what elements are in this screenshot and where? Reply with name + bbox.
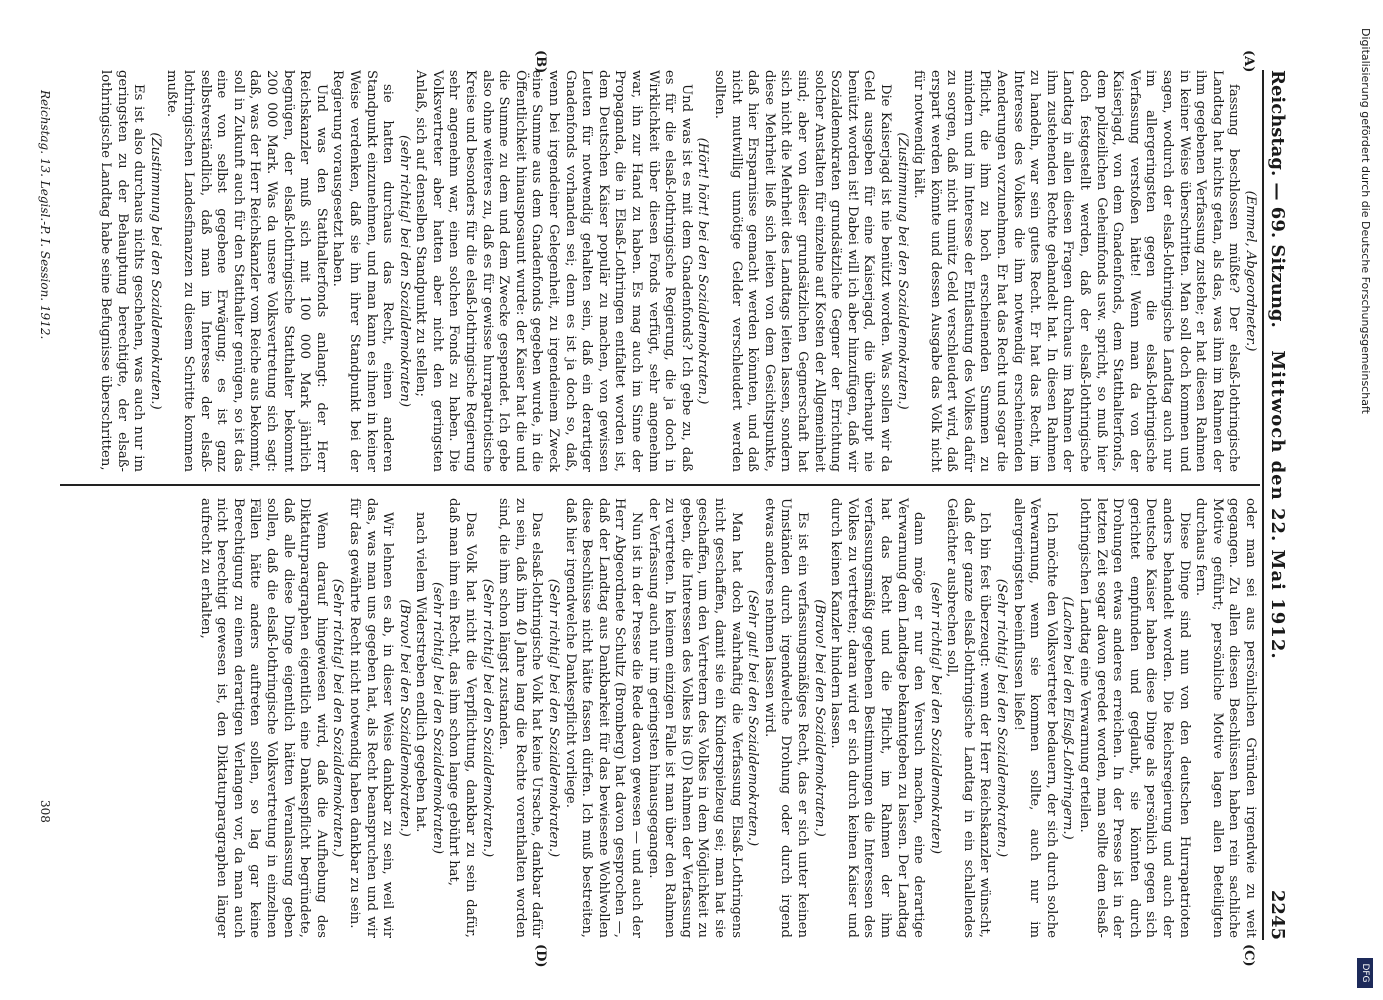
header-left: Reichstag. — 69. Sitzung. xyxy=(1267,70,1288,328)
page-header xyxy=(1262,70,1290,940)
footer-sheet-number: 308 xyxy=(38,800,52,823)
right-column-interjection: (sehr richtig! bei den Sozialdemokraten) xyxy=(927,582,943,854)
page-number: 2245 xyxy=(1267,889,1288,940)
right-column-interjection: (Lachen bei den Elsaß-Lothringern.) xyxy=(1060,596,1076,840)
left-column-interjection: (Emmel, Abgeordneter.) xyxy=(1243,190,1258,352)
left-column-paragraph: Es ist also durchaus nichts geschehen, was auch nur im geringsten zu der Behauptung berechtigte, der elsaß-lothringische Landtag habe seine Befugnisse überschritten, xyxy=(98,70,147,472)
right-column-interjection: (Sehr richtig! bei den Sozialdemokraten.) xyxy=(479,578,495,858)
right-column-paragraph: Wir lehnen es ab, in dieser Weise dankbar zu sein, weil wir das, was man uns gegeben hat, als Recht beanspruchen und wir für das gewährte Recht nicht notwendig haben dankbar zu sein. xyxy=(346,498,396,938)
right-column-interjection: (Bravo! bei den Sozialdemokraten.) xyxy=(811,599,827,837)
left-column-paragraph: sie hatten durchaus das Recht, einen anderen Standpunkt einzunehmen, und man kann es ihnen in keiner Weise verdenken, daß sie ihn ihrer Standpunkt bei der Regierung vorausgesetzt haben. xyxy=(330,70,396,472)
right-column-interjection: (Sehr richtig! bei den Sozialdemokraten.) xyxy=(330,578,346,858)
left-column-interjection: (Zustimmung bei den Sozialdemokraten.) xyxy=(147,132,163,410)
margin-letter-b: (B) xyxy=(533,50,548,74)
right-column-paragraph: oder man sei aus persönlichen Gründen irgendwie zu weit gegangen. Zu allen diesen Beschlüssen haben rein sachliche Motive geführt; persönliche Motive lagen allen Beteiligten durchaus fern. xyxy=(1193,498,1258,938)
left-column-interjection: (sehr richtig! bei den Sozialdemokraten) xyxy=(396,135,412,407)
margin-letter-a: (A) xyxy=(1241,50,1256,73)
right-column-paragraph: Es ist ein verfassungsmäßiges Recht, das er sich unter keinen Umständen durch irgendwelche Drohung oder durch irgend etwas anderes nehmen lassen wird. xyxy=(761,498,810,938)
right-column-interjection: (Sehr gut! bei den Sozialdemokraten.) xyxy=(745,589,761,847)
right-column-paragraph: Nun ist in der Presse die Rede davon gewesen — und auch der Herr Abgeordnete Schultz (Bromberg) hat davon gesprochen —, daß der Landtag aus Dankbarkeit für das bewiesene Wohlwollen diese Beschlüsse nicht hätte fassen dürfen. Ich muß bestreiten, daß hier irgendwelche Dankespflicht vorliege. xyxy=(562,498,645,938)
side-strip xyxy=(1352,8,1376,992)
left-text-column xyxy=(96,70,1258,472)
right-column-paragraph: Das Volk hat nicht die Verpflichtung, dankbar zu sein dafür, daß man ihm ein Recht, das ihm schon lange gebührt hat, xyxy=(446,498,479,938)
left-column-paragraph: Und was den Statthalterfonds anlangt: der Herr Reichskanzler muß sich mit 100 000 Mark jährlich begnügen, der elsaß-lothringische Statthalter bekommt 200 000 Mark. Was da unsere Volksvertretung sich sagt: daß, was der Herr Reichskanzler vom Reiche aus bekommt, soll in Zukunft auch für den Statthalter genügen, so ist das eine von selbst gegebene Erwägung; es ist ganz selbstverständlich, daß man im Interesse der elsaß-lothringischen Landesfinanzen zu diesem Schritte kommen mußte. xyxy=(164,70,329,472)
dfg-logo: DFG xyxy=(1357,958,1373,988)
side-strip-rotated xyxy=(1352,8,1376,992)
header-date: Mittwoch den 22. Mai 1912. xyxy=(1267,350,1288,660)
left-column-paragraph: Die Kaiserjagd ist nie benützt worden. Was sollen wir da Geld ausgeben für eine Kaiserjagd, die überhaupt nie benützt worden ist! Dabei will ich aber hinzufügen, daß wir Sozialdemokraten grundsätzliche Gegner der Errichtung solcher Anstalten für einzelne auf Kosten der Allgemeinheit sind; aber von dieser grundsätzlichen Gegnerschaft hat sich nicht die Mehrheit des Landtags leiten lassen, sondern diese Mehrheit ließ sich leiten von dem Gesichtspunkte, daß hier Ersparnisse gemacht werden könnten, und daß nicht mutwillig unnötige Gelder verschleudert werden sollten. xyxy=(712,70,893,472)
right-column-interjection: (Bravo! bei den Sozialdemokraten.) xyxy=(396,599,412,837)
right-column-paragraph: Diese Dinge sind nun von den deutschen Hurrapatrioten anders behandelt worden. Die Reichsregierung und auch der Deutsche Kaiser haben diese Dinge als persönlich gegen sich gerichtet empfunden und geglaubt, sie könnten durch Drohungen etwas anderes erreichen. In der Presse ist in der letzten Zeit sogar davon geredet worden, man sollte dem elsaß-lothringischen Landtag eine Verwarnung erteilen. xyxy=(1077,498,1192,938)
footer-publication: Reichstag. 13. Legisl.-P. I. Session. 1912. xyxy=(38,90,52,340)
right-column-paragraph: Das elsaß-lothringische Volk hat keine Ursache, dankbar dafür zu sein, daß ihm 40 Jahre lang die Rechte vorenthalten worden sind, die ihm schon längst zustanden. xyxy=(496,498,545,938)
right-column-interjection: (Sehr richtig! bei den Sozialdemokraten.) xyxy=(546,578,562,858)
left-column-paragraph: Und was ist es mit dem Gnadenfonds? Ich gebe zu, daß es für die elsaß-lothringische Regierung, die ja doch in Wirklichkeit über diesen Fonds verfügt, sehr angenehm war, ihn zur Hand zu haben. Es mag auch im Sinne der Propaganda, die in Elsaß-Lothringen entfaltet worden ist, dem Deutschen Kaiser populär zu machen, von gewissen Leuten für notwendig gehalten sein, daß ein derartiger Gnadenfonds vorhanden sei; denn es ist ja doch so, daß, wenn bei irgendeiner Gelegenheit, zu irgendeinem Zweck eine Summe aus dem Gnadenfonds gegeben wurde, in die Öffentlichkeit hinausposaunt wurde: der Kaiser hat die und die Summe zu dem und dem Zwecke gespendet. Ich gebe also ohne weiteres zu, daß es für gewisse hurrapatriotische Kreise und besonders für die elsaß-lothringische Regierung sehr angenehm war, einen solchen Fonds zu haben. Die Volksvertreter aber hatten aber nicht den geringsten Anlaß, sich auf denselben Standpunkt zu stellen; xyxy=(413,70,694,472)
right-column-paragraph: Ich möchte den Volksvertreter bedauern, der sich durch solche Verwarnung, wenn sie kommen sollte, auch nur im allergeringsten beeinflussen ließe! xyxy=(1010,498,1059,938)
margin-letter-d: (D) xyxy=(533,944,548,968)
right-column-paragraph: Ich bin fest überzeugt: wenn der Herr Reichskanzler wünscht, daß der ganze elsaß-lothringische Landtag in ein schallendes Gelächter ausbrechen soll, xyxy=(944,498,993,938)
right-column-interjection: (sehr richtig! bei den Sozialdemokraten) xyxy=(429,582,445,854)
right-column-paragraph: Wenn darauf hingewiesen wird, daß die Aufhebung des Diktaturparagraphen eigentlich eine Dankespflicht begründete, daß alle diese Dinge eigentlich hätten Veranlassung geben sollen, daß die elsaß-lothringische Volksvertretung in einzelnen Fällen hätte anders auftreten sollen, so lag gar keine Berechtigung zu einem derartigen Verlangen vor, da man auch nicht berechtigt gewesen ist, den Diktaturparagraphen länger aufrecht zu erhalten, xyxy=(197,498,329,938)
document-page xyxy=(18,0,1308,1000)
right-text-column xyxy=(196,498,1258,938)
right-column-paragraph: Man hat doch wahrhaftig die Verfassung Elsaß-Lothringens nicht geschaffen, damit sie ein Kinderspielzeug sei; man hat sie geschaffen, um den Vertretern des Volkes in dem Möglichkeit zu geben, die Interessen des Volkes bis (D) Rahmen der Verfassung zu vertreten. In keinem einzigen Falle ist man über den Rahmen der Verfassung auch nur im geringsten hinausgegangen. xyxy=(645,498,744,938)
margin-letter-c: (C) xyxy=(1241,944,1256,967)
right-column-paragraph: dann möge er nur den Versuch machen, eine derartige Verwarnung dem Landtage bekanntgeben zu lassen. Der Landtag hat das Recht und die Pflicht, im Rahmen der ihm verfassungsmäßig gegebenen Bestimmungen die Interessen des Volkes zu vertreten; daran wird er sich durch keinen Kaiser und durch keinen Kanzler hindern lassen. xyxy=(828,498,927,938)
funding-note: Digitalisierung gefördert durch die Deutsche Forschungsgemeinschaft xyxy=(1359,28,1372,414)
column-divider xyxy=(60,484,1260,486)
left-column-interjection: (Hört! hört! bei den Sozialdemokraten.) xyxy=(695,137,711,405)
right-column-interjection: (Sehr richtig! bei den Sozialdemokraten.) xyxy=(994,578,1010,858)
right-column-paragraph: nach vielem Widerstreben endlich gegeben hat. xyxy=(413,512,429,833)
left-column-interjection: (Zustimmung bei den Sozialdemokraten.) xyxy=(894,132,910,410)
left-column-paragraph: fassung beschlossen müßte? Der elsaß-lothringische Landtag hat nichts getan, als das, was ihm im Rahmen der ihm gegebenen Verfassung zustehe; er hat diesen Rahmen in keiner Weise überschritten. Man soll doch kommen und sagen, wodurch der elsaß-lothringische Landtag auch nur im allergeringsten gegen die elsaß-lothringische Verfassung verstoßen hätte! Wenn man da von der Kaiserjagd, von dem Gnadenfonds, dem Statthalterfonds, dem polizeilichen Geheimfonds usw. spricht, so muß hier doch festgestellt werden, daß der elsaß-lothringische Landtag in allen diesen Fragen durchaus im Rahmen der ihm zustehenden Rechte gehandelt hat. In diesen Rahmen zu handeln, war sein gutes Recht. Er hat das Recht, im Interesse des Volkes die ihm notwendig erscheinenden Aenderungen vorzunehmen. Er hat das Recht und sogar die Pflicht, die ihm zu hoch erscheinenden Summen zu mindern und im Interesse der Entlastung des Volkes dafür zu sorgen, daß nicht unnütz Geld verschleudert wird, daß erspart werden könnte und dessen Ausgabe das Volk nicht für notwendig hält. xyxy=(911,70,1242,472)
